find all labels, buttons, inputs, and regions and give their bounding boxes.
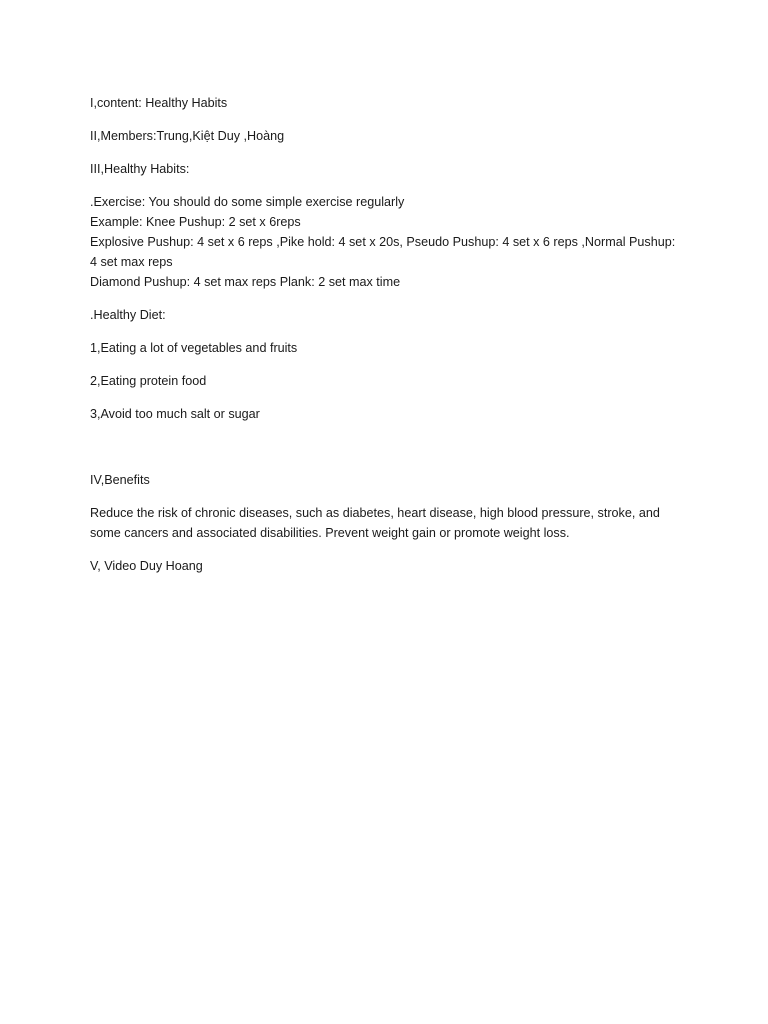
exercise-line: .Exercise: You should do some simple exercise regularly [90, 195, 405, 209]
healthy-diet-heading: .Healthy Diet: [90, 308, 166, 322]
members-line: II,Members:Trung,Kiệt Duy ,Hoàng [90, 129, 285, 143]
empty-paragraph [90, 437, 678, 457]
document-body [90, 93, 678, 589]
diet-item-2: 2,Eating protein food [90, 374, 207, 388]
benefits-heading: IV,Benefits [90, 473, 150, 487]
benefits-paragraph: Reduce the risk of chronic diseases, such as diabetes, heart disease, high blood pressure, stroke, and some cancers and associated disabilities. Prevent weight gain or promote weight loss. [90, 506, 660, 540]
diet-item-1: 1,Eating a lot of vegetables and fruits [90, 341, 298, 355]
video-line: V, Video Duy Hoang [90, 559, 203, 573]
diamond-line: Diamond Pushup: 4 set max reps Plank: 2 set max time [90, 275, 401, 289]
example-line: Example: Knee Pushup: 2 set x 6reps [90, 215, 301, 229]
healthy-habits-heading: III,Healthy Habits: [90, 162, 190, 176]
diet-item-3: 3,Avoid too much salt or sugar [90, 407, 260, 421]
exercise-paragraph [90, 192, 678, 292]
content-line: I,content: Healthy Habits [90, 96, 228, 110]
explosive-line: Explosive Pushup: 4 set x 6 reps ,Pike hold: 4 set x 20s, Pseudo Pushup: 4 set x 6 reps ,Normal Pushup: 4 set max reps [90, 235, 676, 269]
